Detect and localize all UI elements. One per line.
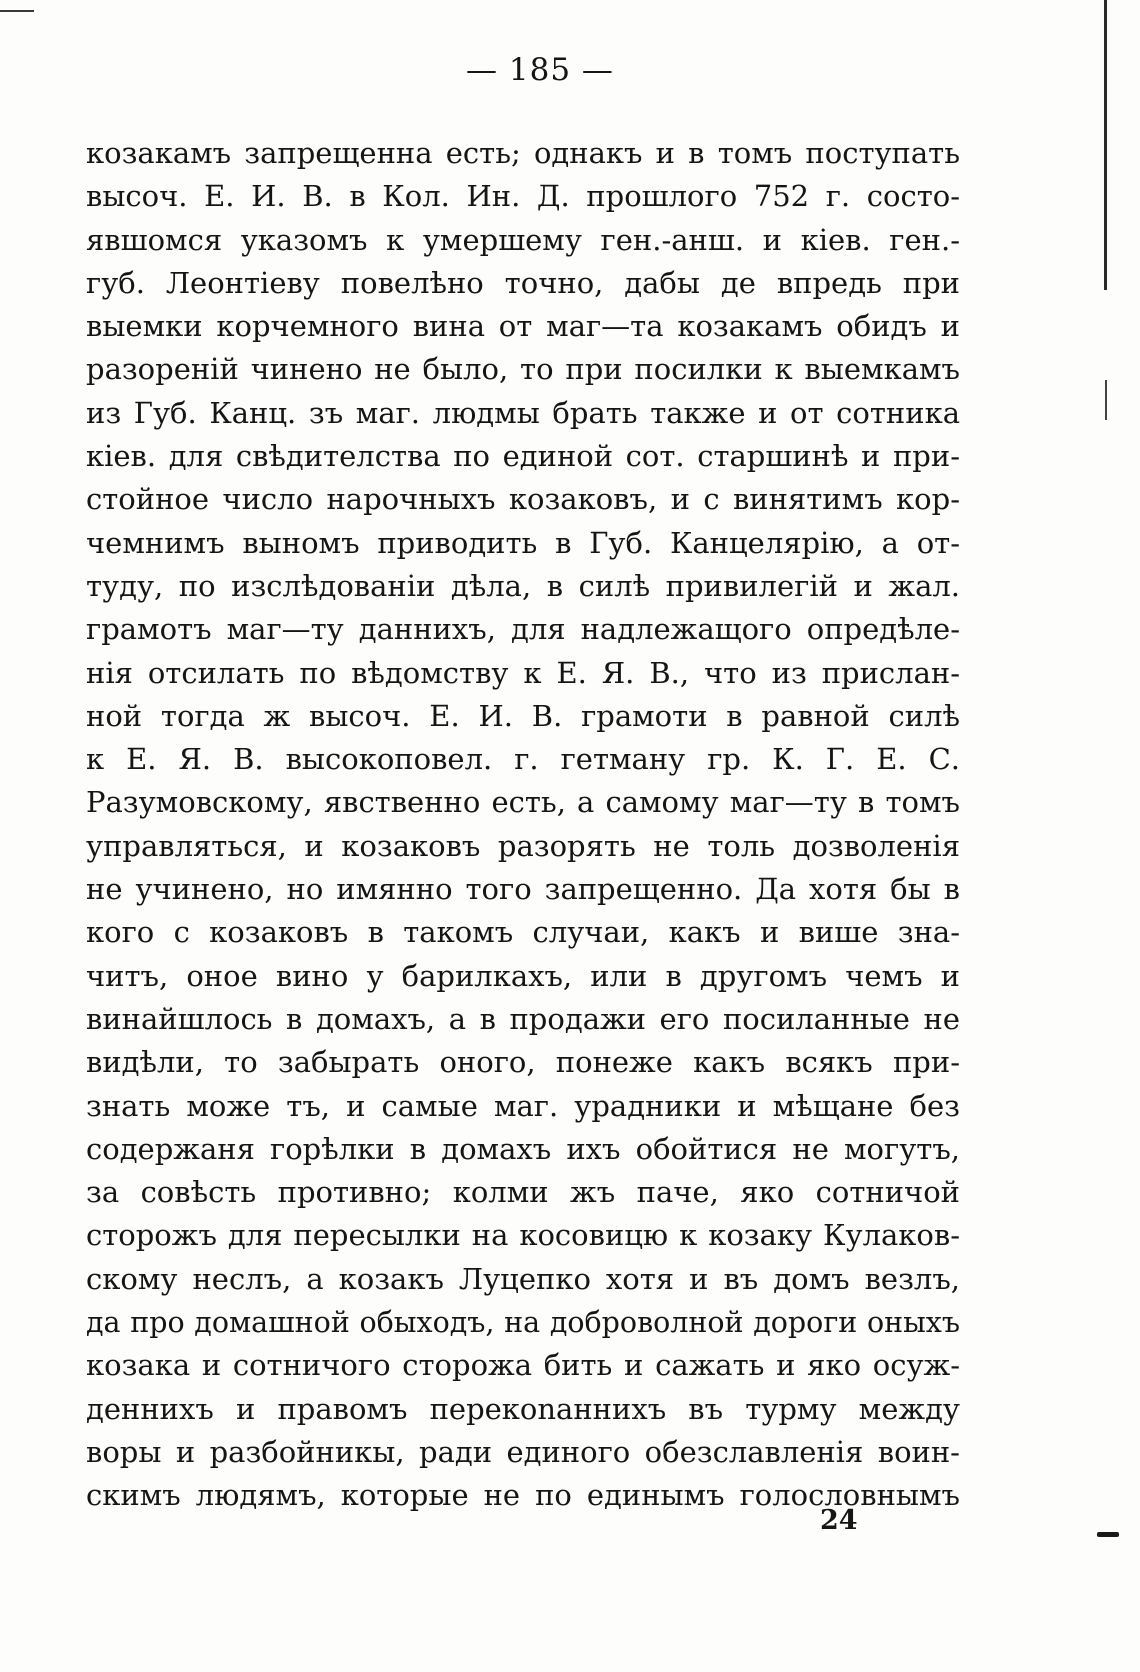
text-line: видѣли, то забырать оного, понеже какъ всякъ при- bbox=[86, 1045, 960, 1080]
text-line: к Е. Я. В. высокоповел. г. гетману гр. К. Г. Е. С. bbox=[86, 742, 960, 777]
text-line: содержаня горѣлки в домахъ ихъ обойтися не могутъ, bbox=[86, 1131, 960, 1166]
text-line: ной тогда ж высоч. Е. И. В. грамоти в равной силѣ bbox=[86, 698, 960, 733]
text-line: читъ, оное вино у барилкахъ, или в другомъ чемъ и bbox=[86, 958, 960, 993]
text-line: стойное число нарочныхъ козаковъ, и с винятимъ кор- bbox=[86, 482, 960, 517]
scan-edge-mark bbox=[1105, 380, 1107, 420]
text-line: козакамъ запрещенна есть; однакъ и в томъ поступать bbox=[86, 136, 960, 170]
text-line: разореній чинено не было, то при посилки к выемкамъ bbox=[86, 352, 960, 387]
text-line: высоч. Е. И. В. в Кол. Ин. Д. прошлого 752 г. состо- bbox=[86, 179, 960, 214]
text-line: кіев. для свѣдителства по единой сот. старшинѣ и при- bbox=[86, 439, 960, 474]
text-line: кого с козаковъ в такомъ случаи, какъ и више зна- bbox=[86, 915, 960, 950]
page-number: — 185 — bbox=[466, 52, 614, 88]
text-line: скимъ людямъ, которые не по единымъ голословнымъ bbox=[86, 1478, 960, 1513]
text-line: из Губ. Канц. зъ маг. людмы брать также и от сотника bbox=[86, 395, 960, 430]
body-text bbox=[86, 132, 960, 1518]
text-line: управляться, и козаковъ разорять не толь дозволенія bbox=[86, 828, 960, 863]
text-line: явшомся указомъ к умершему ген.-анш. и кіев. ген.- bbox=[86, 222, 960, 257]
text-line: сторожъ для пересылки на косовицю к козаку Кулаков- bbox=[86, 1218, 960, 1253]
scan-smudge bbox=[1097, 1532, 1119, 1537]
text-line: чемнимъ выномъ приводить в Губ. Канцелярію, а от- bbox=[86, 525, 960, 560]
text-line: винайшлось в домахъ, а в продажи его посиланные не bbox=[86, 1001, 960, 1036]
signature-mark: 24 bbox=[820, 1505, 858, 1536]
text-line: воры и разбойникы, ради единого обезславленія воин- bbox=[86, 1434, 960, 1469]
text-line: туду, по изслѣдованіи дѣла, в силѣ привилегій и жал. bbox=[86, 568, 960, 603]
text-line: да про домашной обыходъ, на доброволной дороги оныхъ bbox=[86, 1306, 960, 1340]
text-line: за совѣсть противно; колми жъ паче, яко сотничой bbox=[86, 1175, 960, 1210]
text-line: не учинено, но имянно того запрещенно. Да хотя бы в bbox=[86, 872, 960, 907]
text-line: козака и сотничого сторожа бить и сажать и яко осуж- bbox=[86, 1348, 960, 1383]
text-line: губ. Леонтіеву повелѣно точно, дабы де впредь при bbox=[86, 265, 960, 300]
text-line: знать може тъ, и самые маг. урадники и мѣщане без bbox=[86, 1088, 960, 1123]
text-line: Разумовскому, явственно есть, а самому маг—ту в томъ bbox=[86, 785, 960, 820]
text-line: грамотъ маг—ту даннихъ, для надлежащого опредѣле- bbox=[86, 612, 960, 647]
scan-edge-mark bbox=[0, 10, 34, 12]
text-line: выемки корчемного вина от маг—та козакамъ обидъ и bbox=[86, 309, 960, 344]
text-line: скому неслъ, а козакъ Луцепко хотя и въ домъ везлъ, bbox=[86, 1261, 960, 1296]
text-line: нія отсилать по вѣдомству к Е. Я. В., что из прислан- bbox=[86, 655, 960, 690]
text-line: деннихъ и правомъ перекonаннихъ въ турму между bbox=[86, 1391, 960, 1426]
scan-edge-mark bbox=[1104, 0, 1107, 290]
